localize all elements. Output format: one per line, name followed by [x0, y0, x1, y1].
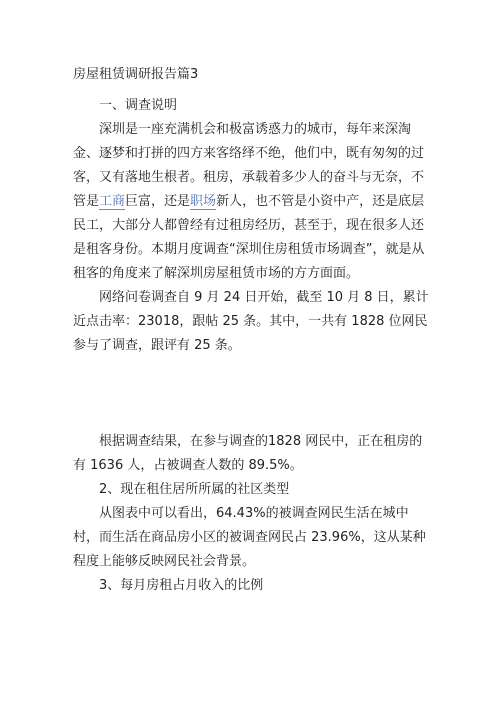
intro-text-1: 深圳是一座充满机会和极富诱惑力的城市，每年来深淘金、逐梦和打拼的四方来客络绎不绝，他们中，既有匆匆的过客，又有落地生根者。租房，承载着多少人的奋斗与无奈，不管是 — [73, 122, 425, 209]
results-section — [73, 430, 433, 598]
highlight-zhichang: 职场 — [190, 194, 217, 209]
intro-paragraph — [73, 118, 433, 286]
section3-heading: 3、每月房租占月收入的比例 — [99, 578, 264, 593]
section1-heading: 一、调查说明 — [99, 98, 178, 113]
survey-paragraph: 网络问卷调查自 9 月 24 日开始，截至 10 月 8 日，累计近点击率：23018，跟帖 25 条。其中，一共有 1828 位网民参与了调查，跟评有 25 条。 — [73, 290, 429, 353]
section2-heading: 2、现在租住居所所属的社区类型 — [99, 482, 290, 497]
section-1 — [73, 94, 433, 358]
section2-paragraph: 从图表中可以看出，64.43%的被调查网民生活在城中村，而生活在商品房小区的被调查网民占 23.96%，这从某种程度上能够反映网民社会背景。 — [73, 506, 426, 569]
intro-text-3: 新人，也不管是小资中产，还是底层民工，大部分人都曾经有过租房经历，甚至于，现在很多人还是租客身份。本期月度调查“深圳住房租赁市场调查”，就是从租客的角度来了解深圳房屋租赁市场的方方面面。 — [73, 194, 425, 281]
highlight-gongshang: 工商 — [99, 194, 126, 209]
result-paragraph: 根据调查结果，在参与调查的1828 网民中，正在租房的有 1636 人，占被调查人数的 89.5%。 — [73, 434, 423, 473]
intro-text-2: 巨富，还是 — [125, 194, 191, 209]
doc-title: 房屋租赁调研报告篇3 — [73, 67, 199, 82]
